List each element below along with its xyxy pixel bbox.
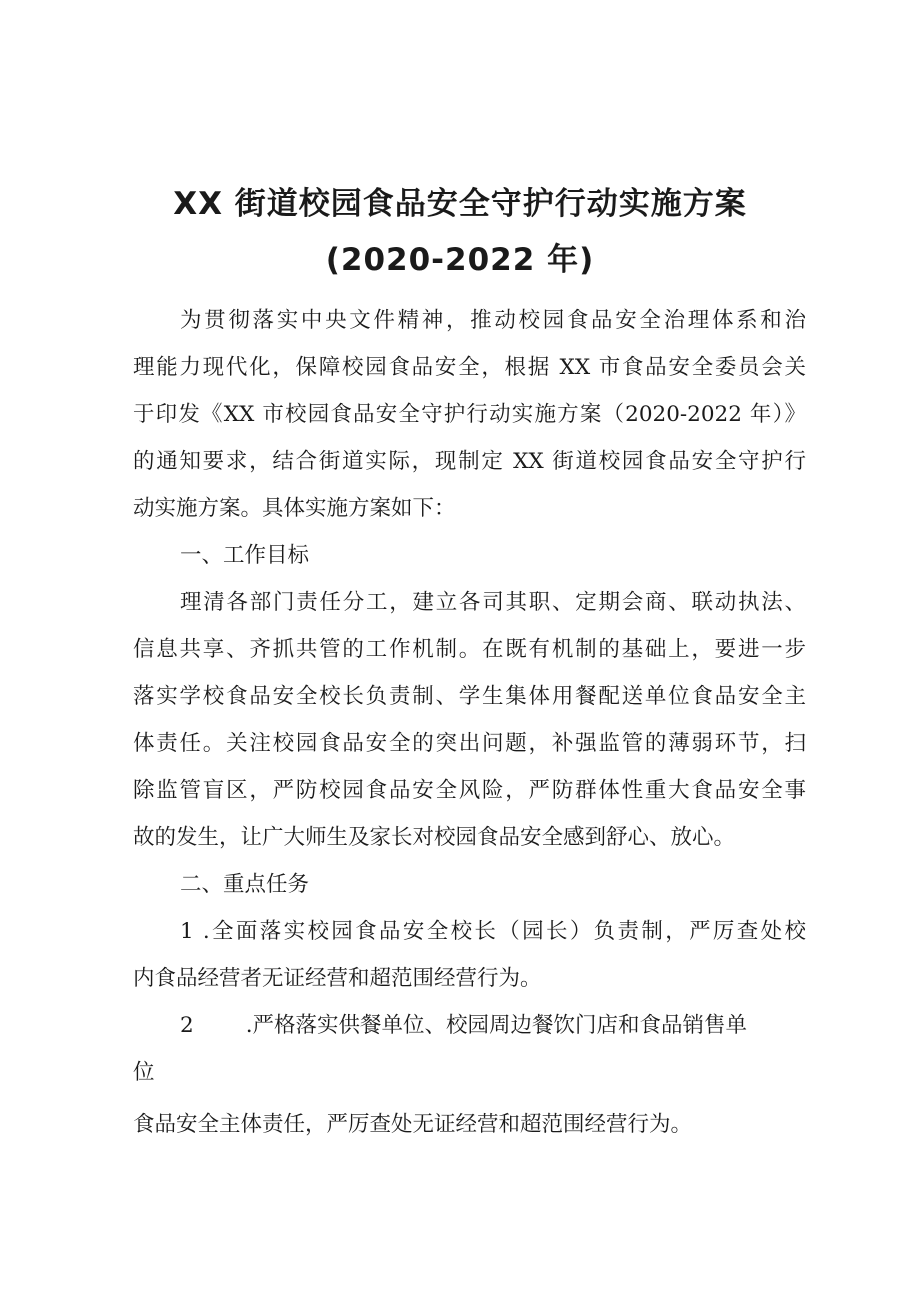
section2-heading: 二、重点任务 <box>180 872 310 897</box>
task2-line-3: 食品安全主体责任，严厉查处无证经营和超范围经营行为。 <box>133 1112 693 1137</box>
section1-line-4: 体责任。关注校园食品安全的突出问题，补强监管的薄弱环节，扫 <box>133 731 806 756</box>
task2-line-2: 位 <box>133 1060 155 1085</box>
task2-line-1 <box>180 1013 747 1039</box>
document-title-line2: (2020-2022 年) <box>325 242 595 278</box>
section1-heading: 一、工作目标 <box>180 543 310 568</box>
section1-line-1: 理清各部门责任分工，建立各司其职、定期会商、联动执法、 <box>180 590 806 615</box>
task2-text: .严格落实供餐单位、校园周边餐饮门店和食品销售单 <box>245 1013 748 1038</box>
intro-line-5: 动实施方案。具体实施方案如下： <box>133 496 456 521</box>
document-title-line1: XX 街道校园食品安全守护行动实施方案 <box>173 186 747 222</box>
section1-line-2: 信息共享、齐抓共管的工作机制。在既有机制的基础上，要进一步 <box>133 637 806 662</box>
intro-line-2: 理能力现代化，保障校园食品安全，根据 XX 市食品安全委员会关 <box>133 355 806 380</box>
section1-line-6: 故的发生，让广大师生及家长对校园食品安全感到舒心、放心。 <box>133 825 736 850</box>
section1-line-5: 除监管盲区，严防校园食品安全风险，严防群体性重大食品安全事 <box>133 778 806 803</box>
intro-line-1: 为贯彻落实中央文件精神，推动校园食品安全治理体系和治 <box>180 308 806 333</box>
task1-line-2: 内食品经营者无证经营和超范围经营行为。 <box>133 966 542 991</box>
section1-line-3: 落实学校食品安全校长负责制、学生集体用餐配送单位食品安全主 <box>133 684 806 709</box>
task2-number: 2 <box>180 1013 194 1038</box>
intro-line-3: 于印发《XX 市校园食品安全守护行动实施方案（2020-2022 年）》 <box>133 402 806 427</box>
task1-line-1: 1 .全面落实校园食品安全校长（园长）负责制，严厉查处校 <box>180 919 806 944</box>
intro-line-4: 的通知要求，结合街道实际，现制定 XX 街道校园食品安全守护行 <box>133 449 806 474</box>
